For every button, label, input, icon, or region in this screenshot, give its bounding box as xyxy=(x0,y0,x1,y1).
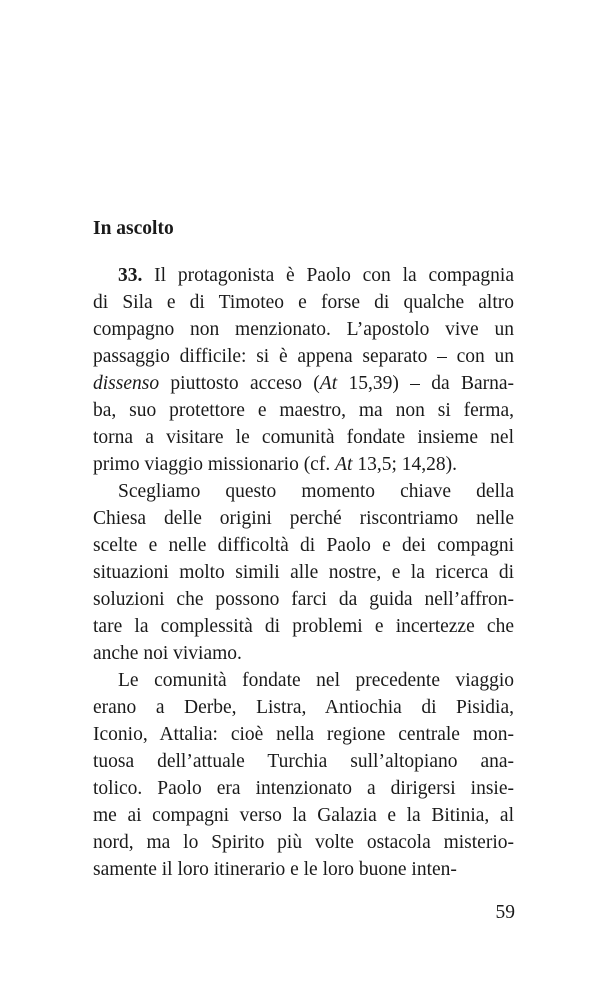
text-line: torna a visitare le comunità fondate insieme nel xyxy=(93,427,514,448)
text-line: nord, ma lo Spirito più volte ostacola misterio- xyxy=(93,832,514,853)
text-line: tuosa dell’attuale Turchia sull’altopiano ana- xyxy=(93,751,514,772)
text-line: dissenso piuttosto acceso (At 15,39) – da Barna- xyxy=(93,373,514,394)
text-line: compagno non menzionato. L’apostolo vive un xyxy=(93,319,514,340)
italic-text: dissenso xyxy=(93,373,160,394)
text-line: situazioni molto simili alle nostre, e la ricerca di xyxy=(93,562,514,583)
text-line: Scegliamo questo momento chiave della xyxy=(118,481,514,502)
text-line: tare la complessità di problemi e incertezze che xyxy=(93,616,514,637)
section-heading: In ascolto xyxy=(93,218,174,239)
text-line: tolico. Paolo era intenzionato a dirigersi insie- xyxy=(93,778,514,799)
text-line: primo viaggio missionario (cf. At 13,5; 14,28). xyxy=(93,454,457,475)
text-line: soluzioni che possono farci da guida nell’affron- xyxy=(93,589,514,610)
italic-text: At xyxy=(319,373,338,394)
text-line: Chiesa delle origini perché riscontriamo nelle xyxy=(93,508,514,529)
text-line: anche noi viviamo. xyxy=(93,643,242,664)
paragraph-number: 33. xyxy=(118,265,143,286)
text-line: ba, suo protettore e maestro, ma non si ferma, xyxy=(93,400,514,421)
text-line: 33. Il protagonista è Paolo con la compagnia xyxy=(118,265,514,286)
text-line: Le comunità fondate nel precedente viaggio xyxy=(118,670,514,691)
text-line: samente il loro itinerario e le loro buone inten- xyxy=(93,859,457,880)
italic-text: At xyxy=(335,454,353,475)
text-line: scelte e nelle difficoltà di Paolo e dei compagni xyxy=(93,535,514,556)
text-line: erano a Derbe, Listra, Antiochia di Pisidia, xyxy=(93,697,514,718)
text-line: me ai compagni verso la Galazia e la Bitinia, al xyxy=(93,805,514,826)
page-number: 59 xyxy=(495,902,515,923)
text-line: di Sila e di Timoteo e forse di qualche altro xyxy=(93,292,514,313)
text-line: Iconio, Attalia: cioè nella regione centrale mon- xyxy=(93,724,514,745)
text-line: passaggio difficile: si è appena separato – con un xyxy=(93,346,514,367)
body-text xyxy=(93,262,514,883)
